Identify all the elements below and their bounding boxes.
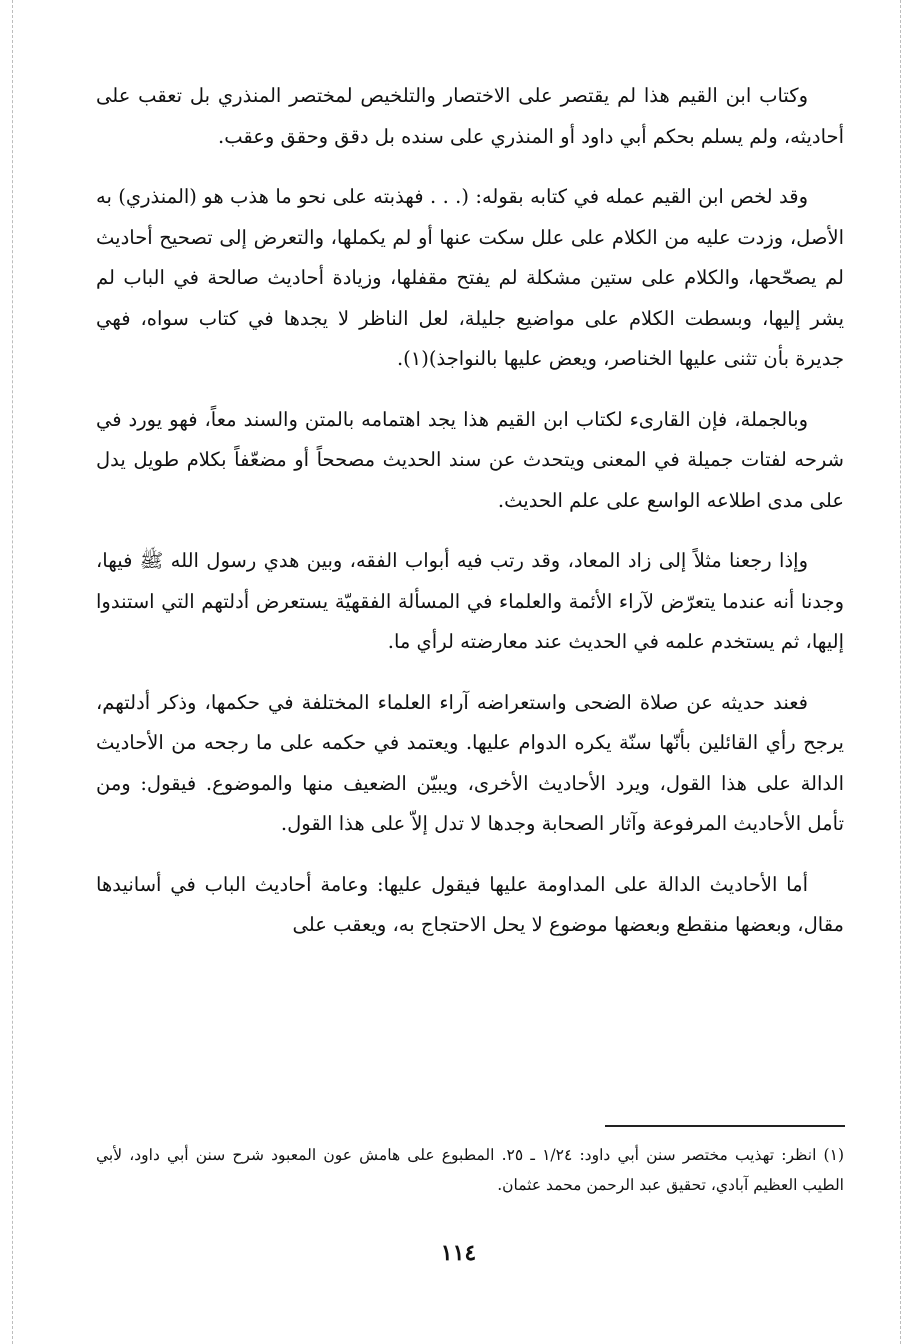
footnote-rule	[605, 1125, 845, 1127]
paragraph-1: وكتاب ابن القيم هذا لم يقتصر على الاختصار والتلخيص لمختصر المنذري بل تعقب على أحاديثه، ولم يسلم بحكم أبي داود أو المنذري على سنده بل دقق وحقق وعقب.	[96, 84, 844, 148]
paragraph-2: وقد لخص ابن القيم عمله في كتابه بقوله: (. . . فهذبته على نحو ما هذب هو (المنذري) به الأصل، وزدت عليه من الكلام على علل سكت عنها أو لم يكملها، والتعرض إلى تصحيح أحاديث لم يصحّحها، والكلام على ستين مشكلة لم يفتح مقفلها، وزيادة أحاديث صالحة في الباب لم يشر إليها، وبسطت الكلام على مواضيع جليلة، لعل الناظر لا يجدها في كتاب سواه، فهي جديرة بأن تثنى عليها الخناصر، ويعض عليها بالنواجذ)(١).	[96, 185, 844, 370]
page-body	[96, 76, 844, 966]
scan-edge-right	[900, 0, 901, 1344]
scan-edge-left	[12, 0, 13, 1344]
paragraph-5: فعند حديثه عن صلاة الضحى واستعراضه آراء العلماء المختلفة في حكمها، وذكر أدلتهم، يرجح رأي القائلين بأنّها سنّة يكره الدوام عليها. ويعتمد في حكمه على ما رجحه من الأحاديث الدالة على هذا القول، ويرد الأحاديث الأخرى، ويبيّن الضعيف منها والموضوع. فيقول: ومن تأمل الأحاديث المرفوعة وآثار الصحابة وجدها لا تدل إلاّ على هذا القول.	[96, 690, 844, 835]
paragraph-4: وإذا رجعنا مثلاً إلى زاد المعاد، وقد رتب فيه أبواب الفقه، وبين هدي رسول الله ﷺ فيها، وجدنا أنه عندما يتعرّض لآراء الأئمة والعلماء في المسألة الفقهيّة يستعرض أدلتهم التي استندوا إليها، ثم يستخدم علمه في الحديث عند معارضته لرأي ما.	[96, 549, 844, 653]
page-number: ١١٤	[440, 1240, 477, 1266]
footnote: (١) انظر: تهذيب مختصر سنن أبي داود: ١/٢٤ ـ ٢٥. المطبوع على هامش عون المعبود شرح سنن أبي داود، لأبي الطيب العظيم آبادي، تحقيق عبد الرحمن محمد عثمان.	[96, 1146, 844, 1194]
paragraph-3: وبالجملة، فإن القارىء لكتاب ابن القيم هذا يجد اهتمامه بالمتن والسند معاً، فهو يورد في شرحه لفتات جميلة في المعنى ويتحدث عن سند الحديث مصححاً أو مضعّفاً بكلام طويل يدل على مدى اطلاعه الواسع على علم الحديث.	[96, 407, 844, 512]
paragraph-6: أما الأحاديث الدالة على المداومة عليها فيقول عليها: وعامة أحاديث الباب في أسانيدها مقال، وبعضها منقطع وبعضها موضوع لا يحل الاحتجاج به، ويعقب على	[96, 872, 844, 936]
